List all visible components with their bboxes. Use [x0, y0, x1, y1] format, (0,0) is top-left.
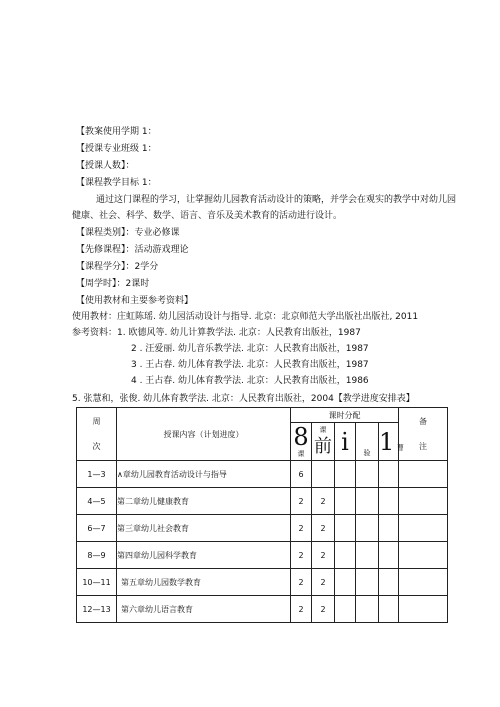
reference-3: 3 . 王占春. 幼儿体育教学法. 北京：人民教育出版社，1987 — [131, 360, 369, 370]
row-empty — [356, 515, 379, 542]
header-hours-pre-2: 课 — [319, 425, 327, 434]
row-practice-hours: 2 — [312, 515, 335, 542]
row-empty — [356, 461, 379, 488]
goal-text-2: 健康、社会、科学、数学、语言、音乐及美术教育的活动进行设计。 — [72, 211, 343, 221]
row-practice-hours: 2 — [312, 542, 335, 569]
row-lecture-hours: 6 — [291, 461, 312, 488]
row-empty — [335, 515, 356, 542]
row-empty — [335, 596, 356, 623]
row-practice-hours — [312, 461, 335, 488]
row-empty — [335, 569, 356, 596]
row-lecture-hours: 2 — [291, 488, 312, 515]
reference-2: 2 . 汪爱丽. 幼儿音乐教学法. 北京：人民教育出版社，1987 — [131, 344, 369, 354]
header-hours-sub-4: 曹 — [396, 443, 404, 452]
row-empty — [335, 461, 356, 488]
row-content: 第三章幼儿社会教育 — [117, 515, 291, 542]
row-empty — [379, 461, 399, 488]
reference-1: 参考资料：1. 欧德风等. 幼儿计算教学法. 北京：人民教育出版社，1987 — [72, 328, 361, 338]
schedule-table — [76, 407, 448, 623]
row-note — [399, 461, 448, 488]
table-row — [77, 461, 448, 488]
reference-5: 5. 张慧和，张俊. 幼儿体育教学法. 北京：人民教育出版社，2004【教学进度安排表】 — [72, 394, 415, 404]
header-content: 授课内容（计划进度） — [117, 408, 291, 461]
header-hours-glyph-1: 8 — [293, 422, 309, 451]
row-content: 第四章幼儿园科学教育 — [117, 542, 291, 569]
row-week: 10—11 — [77, 569, 117, 596]
header-hours-glyph-4: 1 — [379, 427, 395, 456]
weekly-hours: 【周学时】：2课时 — [76, 279, 150, 289]
course-category: 【课程类别】：专业必修课 — [76, 228, 180, 238]
row-practice-hours: 2 — [312, 488, 335, 515]
header-hours-col-3 — [335, 423, 356, 461]
header-hours-col-5 — [379, 423, 404, 461]
row-lecture-hours: 2 — [291, 596, 312, 623]
prerequisite-course: 【先修课程】：活动游戏理论 — [76, 245, 189, 255]
row-lecture-hours: 2 — [291, 542, 312, 569]
header-week-char-2: 次 — [92, 442, 101, 451]
row-empty — [335, 488, 356, 515]
row-content: 第五章幼儿园数学教育 — [117, 569, 291, 596]
table-row — [77, 569, 448, 596]
header-note — [396, 408, 448, 461]
header-hours-col-4 — [356, 423, 379, 461]
header-hours-sub-3: 验 — [363, 448, 371, 457]
row-practice-hours: 2 — [312, 596, 335, 623]
row-lecture-hours: 2 — [291, 569, 312, 596]
header-hours-col-1 — [291, 423, 312, 461]
table-row — [77, 542, 448, 569]
header-hours: 课时分配 — [291, 408, 399, 423]
row-note — [399, 596, 448, 623]
materials-title: 【使用教材和主要参考资料】 — [76, 296, 194, 306]
row-empty — [356, 488, 379, 515]
row-practice-hours: 2 — [312, 569, 335, 596]
header-note-char-1: 备 — [419, 417, 428, 426]
row-empty — [356, 596, 379, 623]
row-week: 6—7 — [77, 515, 117, 542]
header-hours-glyph-2: 前 — [314, 435, 332, 457]
row-content: 第二章幼儿健康教育 — [117, 488, 291, 515]
row-empty — [335, 542, 356, 569]
header-week — [77, 408, 117, 461]
row-empty — [379, 596, 399, 623]
row-note — [399, 515, 448, 542]
goal-title: 【课程教学目标 1： — [76, 178, 157, 188]
row-week: 1—3 — [77, 461, 117, 488]
row-week: 12—13 — [77, 596, 117, 623]
semester-line: 【教案使用学期 1： — [76, 127, 157, 137]
row-week: 4—5 — [77, 488, 117, 515]
row-empty — [379, 488, 399, 515]
table-row — [77, 488, 448, 515]
row-empty — [379, 569, 399, 596]
class-line: 【授课专业班级 1： — [76, 144, 157, 154]
header-note-char-2: 注 — [419, 442, 428, 451]
row-content: ∧章幼儿园教育活动设计与指导 — [117, 461, 291, 488]
row-week: 8—9 — [77, 542, 117, 569]
row-lecture-hours: 2 — [291, 515, 312, 542]
student-count-line: 【授课人数】： — [76, 161, 135, 171]
row-empty — [356, 542, 379, 569]
textbook-line: 使用教材：庄虹陈瑶. 幼儿园活动设计与指导. 北京：北京师范大学出版社出版社, 2011 — [72, 312, 419, 322]
table-row — [77, 515, 448, 542]
row-empty — [379, 515, 399, 542]
header-hours-col-2 — [312, 423, 335, 461]
table-row — [77, 596, 448, 623]
header-week-char-1: 周 — [92, 417, 101, 426]
header-hours-glyph-3: i — [341, 427, 349, 456]
row-content: 第六章幼儿语言教育 — [117, 596, 291, 623]
row-empty — [356, 569, 379, 596]
row-empty — [379, 542, 399, 569]
goal-text-1: 通过这门课程的学习，让掌握幼儿园教育活动设计的策略，并学会在观实的教学中对幼儿园 — [96, 195, 457, 205]
row-note — [399, 488, 448, 515]
row-note — [399, 569, 448, 596]
header-hours-sub-1: 课 — [297, 449, 305, 458]
row-note — [399, 542, 448, 569]
reference-4: 4 . 王占春. 幼儿体育教学法. 北京：人民教育出版社，1986 — [131, 376, 369, 386]
course-credit: 【课程学分】：2学分 — [76, 262, 159, 272]
